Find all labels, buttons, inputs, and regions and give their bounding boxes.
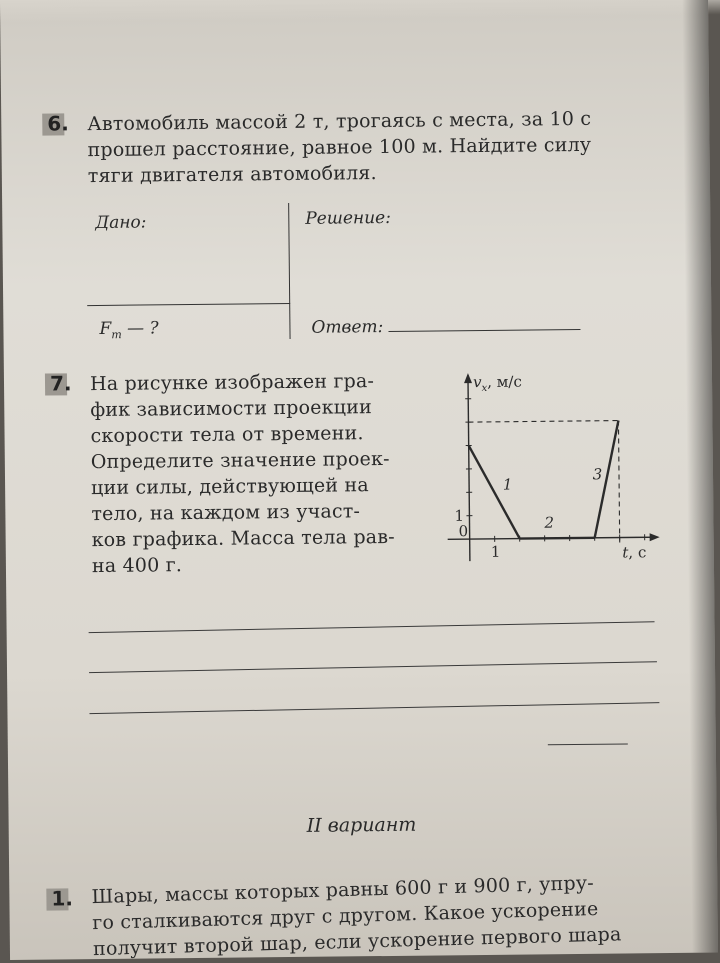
problem-1-text bbox=[91, 869, 622, 962]
given-solution-divider bbox=[288, 203, 291, 339]
force-question: — ? bbox=[122, 318, 159, 338]
problem-6-line: тяги двигателя автомобиля. bbox=[88, 158, 592, 189]
problem-6-number-text: 6. bbox=[47, 111, 69, 135]
problem-7-text bbox=[90, 368, 395, 579]
v-tick-label: 1 bbox=[454, 507, 464, 525]
solution-label: Решение: bbox=[305, 208, 391, 229]
tend-dashed-guide bbox=[618, 421, 619, 544]
segment-2-line bbox=[520, 538, 595, 539]
page-edge-shadow bbox=[682, 0, 718, 953]
t-axis-label: t, с bbox=[622, 543, 646, 561]
problem-7-number bbox=[50, 371, 72, 395]
problem-7-line: тело, на каждом из участ- bbox=[91, 498, 394, 527]
problem-1-number-text: 1. bbox=[51, 886, 73, 910]
problem-7-number-text: 7. bbox=[50, 371, 72, 395]
unknown-force bbox=[99, 318, 158, 341]
t-axis-arrow bbox=[650, 533, 660, 541]
answer-label: Ответ: bbox=[311, 317, 383, 338]
answer-line[interactable] bbox=[89, 621, 655, 633]
variant-title: II вариант bbox=[307, 814, 417, 837]
answer-line[interactable] bbox=[388, 329, 580, 332]
problem-7-line: фик зависимости проекции bbox=[90, 394, 393, 423]
segment-1-label: 1 bbox=[503, 476, 513, 494]
problem-1-line: Шары, массы которых равны 600 г и 900 г, упру- bbox=[91, 869, 620, 910]
short-answer-line[interactable] bbox=[548, 743, 628, 745]
page-top-shading bbox=[0, 0, 720, 22]
answer-line[interactable] bbox=[89, 661, 657, 673]
problem-7-line: ции силы, действующей на bbox=[91, 472, 394, 501]
v-axis-arrow bbox=[464, 373, 472, 383]
velocity-time-graph bbox=[434, 367, 666, 569]
given-label: Дано: bbox=[95, 212, 146, 233]
problem-7-line: На рисунке изображен гра- bbox=[90, 368, 393, 397]
problem-6-line: Автомобиль массой 2 т, трогаясь с места, за 10 с bbox=[87, 106, 591, 137]
segment-2-label: 2 bbox=[543, 514, 554, 532]
problem-1-line: го сталкиваются друг с другом. Какое ускорение bbox=[92, 895, 621, 936]
origin-label: 0 bbox=[458, 522, 468, 540]
problem-7-line: Определите значение проек- bbox=[91, 446, 394, 475]
segment-3-label: 3 bbox=[593, 465, 603, 483]
vmax-dashed-guide bbox=[468, 421, 618, 423]
given-underline bbox=[87, 303, 290, 307]
problem-7-line: ков графика. Масса тела рав- bbox=[92, 524, 395, 553]
problem-6-number bbox=[47, 111, 69, 135]
force-symbol: F bbox=[99, 319, 111, 339]
problem-6-line: прошел расстояние, равное 100 м. Найдите силу bbox=[87, 132, 591, 163]
t-tick-label: 1 bbox=[491, 543, 501, 561]
force-subscript: т bbox=[111, 328, 122, 341]
problem-7-line: на 400 г. bbox=[92, 550, 395, 579]
answer-line[interactable] bbox=[89, 702, 659, 714]
problem-6-text bbox=[87, 106, 592, 189]
problem-1-line: получит второй шар, если ускорение первого шара bbox=[93, 921, 622, 962]
v-axis bbox=[468, 375, 470, 561]
problem-7-line: скорости тела от времени. bbox=[90, 420, 393, 449]
problem-1-number bbox=[51, 886, 73, 910]
v-axis-label: $v_x$, м/с bbox=[473, 373, 522, 395]
